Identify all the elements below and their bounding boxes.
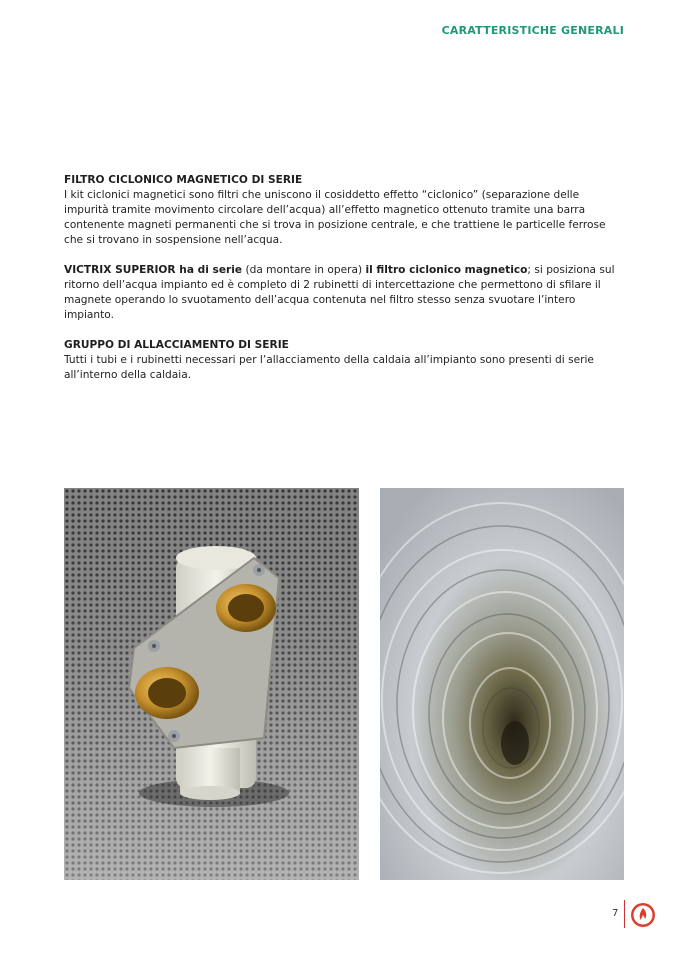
body-text: ; si posiziona sul ritorno dell’acqua impianto ed è completo di 2 rubinetti di intercettazione che permettono di sfilare il magnete operando lo svuotamento dell’acqua contenuta nel filtro stesso senza svuotare l’intero impianto. (64, 264, 615, 321)
section-body: I kit ciclonici magnetici sono filtri che uniscono il cosiddetto effetto “ciclonico” (separazione delle impurità tramite movimento circolare dell’acqua) all’effetto magnetico ottenuto tramite una barra contenente magneti permanenti che si trova in posizione centrale, e che trattiene le particelle ferrose che si trovano in sospensione nell’acqua. (64, 189, 606, 246)
section-cyclonic-filter (64, 173, 624, 248)
bold-text: il filtro ciclonico magnetico (365, 264, 528, 276)
section-body (64, 263, 624, 323)
vortex-photo (380, 488, 624, 880)
section-victrix-superior (64, 263, 624, 323)
section-title: FILTRO CICLONICO MAGNETICO DI SERIE (64, 174, 303, 186)
main-content (64, 173, 624, 398)
body-text: (da montare in opera) (242, 264, 366, 276)
page-header-title: CARATTERISTICHE GENERALI (441, 24, 624, 37)
bold-text: VICTRIX SUPERIOR ha di serie (64, 264, 243, 276)
footer-divider (624, 900, 625, 928)
section-connection-group (64, 338, 624, 383)
page-number: 7 (612, 908, 619, 919)
section-title: GRUPPO DI ALLACCIAMENTO DI SERIE (64, 339, 289, 351)
filter-product-photo (64, 488, 359, 880)
section-body: Tutti i tubi e i rubinetti necessari per l’allacciamento della caldaia all’impianto sono presenti di serie all’interno della caldaia. (64, 354, 594, 381)
brand-flame-logo-icon (630, 902, 656, 928)
